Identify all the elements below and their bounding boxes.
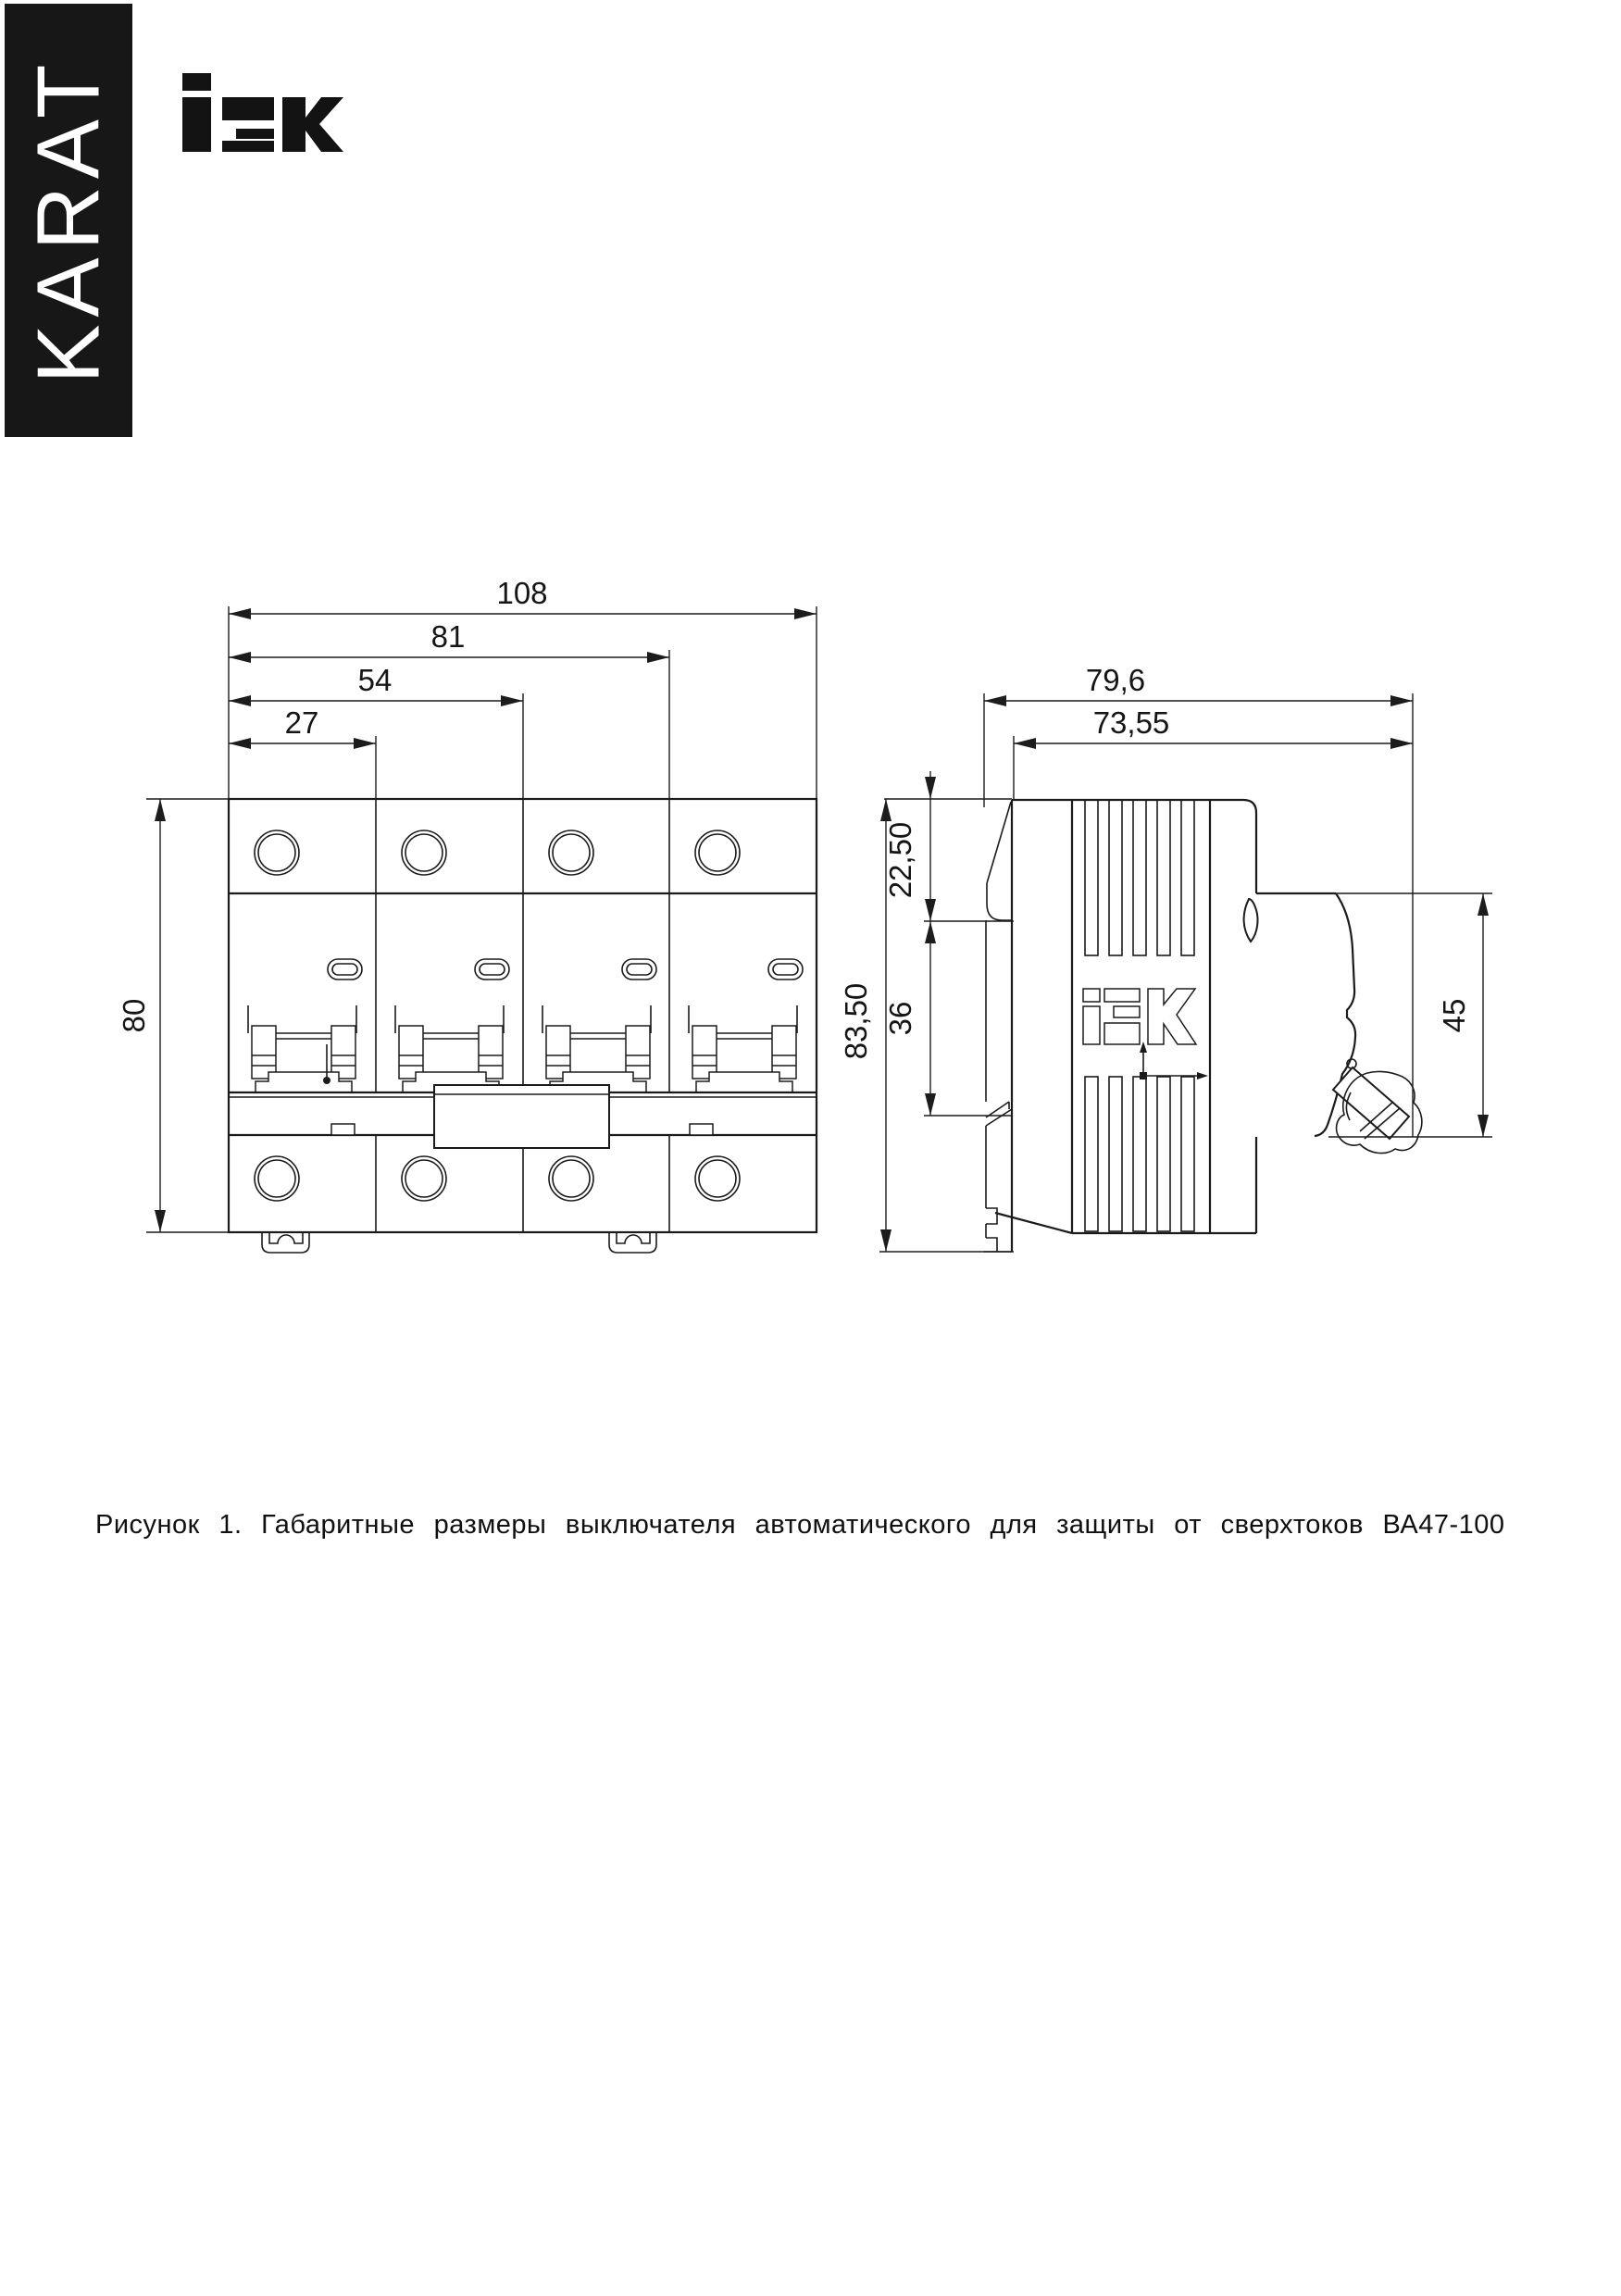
side-view bbox=[839, 663, 1492, 1252]
pole-dividers bbox=[376, 799, 669, 1232]
dim-label-depth-body: 73,55 bbox=[1092, 705, 1170, 740]
karat-brand-text: KARAT bbox=[19, 56, 118, 384]
dim-label-side-height: 83,50 bbox=[839, 982, 873, 1060]
iek-embossed-logo bbox=[1083, 989, 1196, 1044]
dim-label-width-3pole: 81 bbox=[430, 619, 466, 654]
dim-label-din-channel: 36 bbox=[883, 1001, 917, 1036]
dim-label-width-1pole: 27 bbox=[284, 705, 319, 740]
figure-caption: Рисунок 1. Габаритные размеры выключателя автоматического для защиты от сверхтоков ВА47-100 bbox=[95, 1510, 1505, 1540]
dim-label-front-height: 80 bbox=[117, 998, 151, 1033]
din-clip-icon bbox=[262, 1232, 656, 1253]
terminal-screws-top bbox=[255, 830, 740, 875]
label-window-slots bbox=[328, 959, 803, 980]
test-pin bbox=[323, 1044, 330, 1084]
front-face-slot bbox=[1244, 899, 1258, 942]
handle-tie-bar bbox=[229, 1085, 817, 1148]
dim-label-front-face: 45 bbox=[1437, 998, 1471, 1033]
dim-label-width-total: 108 bbox=[496, 576, 548, 610]
dim-label-depth-total: 79,6 bbox=[1085, 663, 1146, 697]
tie-bar-tab-right bbox=[690, 1124, 713, 1135]
tie-bar-tab-left bbox=[331, 1124, 355, 1135]
side-dimensions bbox=[839, 663, 1492, 1252]
orientation-arrows-icon bbox=[1140, 1042, 1208, 1079]
toggle-lever bbox=[1333, 1067, 1422, 1154]
dim-label-width-2pole: 54 bbox=[357, 663, 393, 697]
terminal-screws-bottom bbox=[255, 1156, 740, 1201]
front-view bbox=[117, 576, 817, 1253]
dim-label-top-to-ledge: 22,50 bbox=[883, 821, 917, 899]
